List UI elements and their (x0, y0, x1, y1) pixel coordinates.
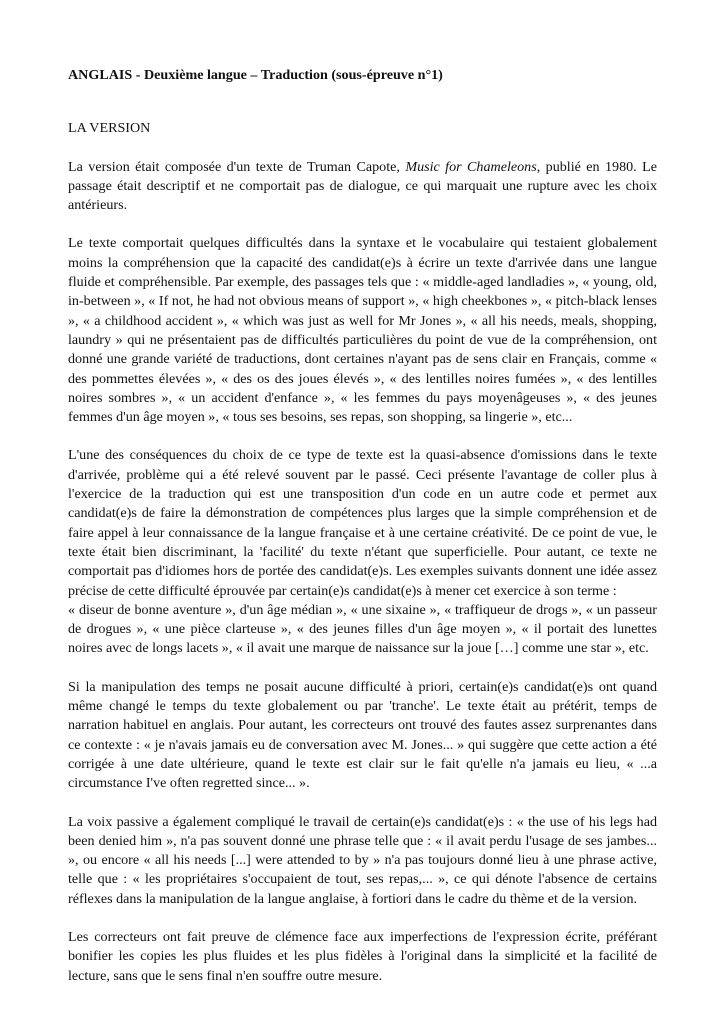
paragraph-intro-after: , publié en 1980. Le passage était descriptif et ne comportait pas de dialogue, ce qui marquait une rupture avec les choix antérieurs. (68, 158, 657, 214)
paragraph-intro (68, 158, 657, 216)
paragraph-examples: « diseur de bonne aventure », d'un âge médian », « une sixaine », « traffiqueur de drogs », « un passeur de drogues », « une pièce clarteuse », « des jeunes filles d'un âge moyen », « il portait des lunettes noires avec de longs lacets », « il avait une marque de naissance sur la joue […] comme une star », etc. (68, 601, 657, 657)
section-title: LA VERSION (68, 120, 151, 137)
paragraph-intro-before: La version était composée d'un texte de Truman Capote, (68, 158, 406, 175)
paragraph-difficulties: Le texte comportait quelques difficultés dans la syntaxe et le vocabulaire qui testaient globalement moins la compréhension que la capacité des candidat(e)s à écrire un texte d'arrivée dans une langue fluide et compréhensible. Par exemple, des passages tels que : « middle-aged landladies », « young, old, in-between », « If not, he had not obvious means of support », « high cheekbones », « pitch-black lenses », « a childhood accident », « which was just as well for Mr Jones », « all his needs, meals, shopping, laundry » qui ne présentaient pas de difficultés particulières du point de vue de la compréhension, ont donné une grande variété de traductions, dont certaines n'ayant pas de sens clair en Français, comme « des pommettes élevées », « des os des joues élevés », « des lentilles noires fumées », « des lentilles noires sombres », « un accident d'enfance », « les femmes du pays moyenâgeuses », « des jeunes femmes d'un âge moyen », « tous ses besoins, ses repas, son shopping, sa lingerie », etc... (68, 235, 657, 426)
document-heading: ANGLAIS - Deuxième langue – Traduction (sous-épreuve n°1) (68, 67, 443, 83)
paragraph-tenses: Si la manipulation des temps ne posait aucune difficulté à priori, certain(e)s candidat(e)s ont quand même changé le temps du texte globalement ou par 'tranche'. Le texte était au prétérit, temps de narration habituel en anglais. Pour autant, les correcteurs ont trouvé des fautes assez surprenantes dans ce contexte : « je n'avais jamais eu de conversation avec M. Jones... » qui suggère que cette action a été corrigée à une date ultérieure, quand le texte est clair sur le fait qu'elle n'a jamais eu lieu, « ...a circumstance I've often regretted since... ». (68, 678, 657, 792)
paragraph-conclusion: Les correcteurs ont fait preuve de clémence face aux imperfections de l'expression écrite, préférant bonifier les copies les plus fluides et les plus fidèles à l'original dans la simplicité et la facilité de lecture, sans que le sens final n'en souffre outre mesure. (68, 928, 657, 984)
work-title: Music for Chameleons (405, 158, 537, 175)
paragraph-passive-voice: La voix passive a également compliqué le travail de certain(e)s candidat(e)s : « the use of his legs had been denied him », n'a pas souvent donné une phrase telle que : « il avait perdu l'usage de ses jambes... », ou encore « all his needs [...] were attended to by » n'a pas toujours donné lieu à une phrase active, telle que : « les propriétaires s'occupaient de tout, ses repas,... », ce qui dénote l'absence de certains réflexes dans la manipulation de la langue anglaise, à fortiori dans le cadre du thème et de la version. (68, 813, 657, 907)
paragraph-omissions: L'une des conséquences du choix de ce type de texte est la quasi-absence d'omissions dans le texte d'arrivée, problème qui a été relevé souvent par le passé. Ceci présente l'avantage de coller plus à l'exercice de la traduction qui est une transposition d'un code en un autre code et permet aux candidat(e)s de faire la démonstration de compétences plus larges que la simple compréhension et de faire appel à leur connaissance de la langue française et à une certaine créativité. De ce point de vue, le texte était bien discriminant, la 'facilité' du texte n'étant que superficielle. Pour autant, ce texte ne comportait pas d'idiomes hors de portée des candidat(e)s. Les exemples suivants donnent une idée assez précise de cette difficulté éprouvée par certain(e)s candidat(e)s à mener cet exercice à son terme : (68, 447, 657, 599)
